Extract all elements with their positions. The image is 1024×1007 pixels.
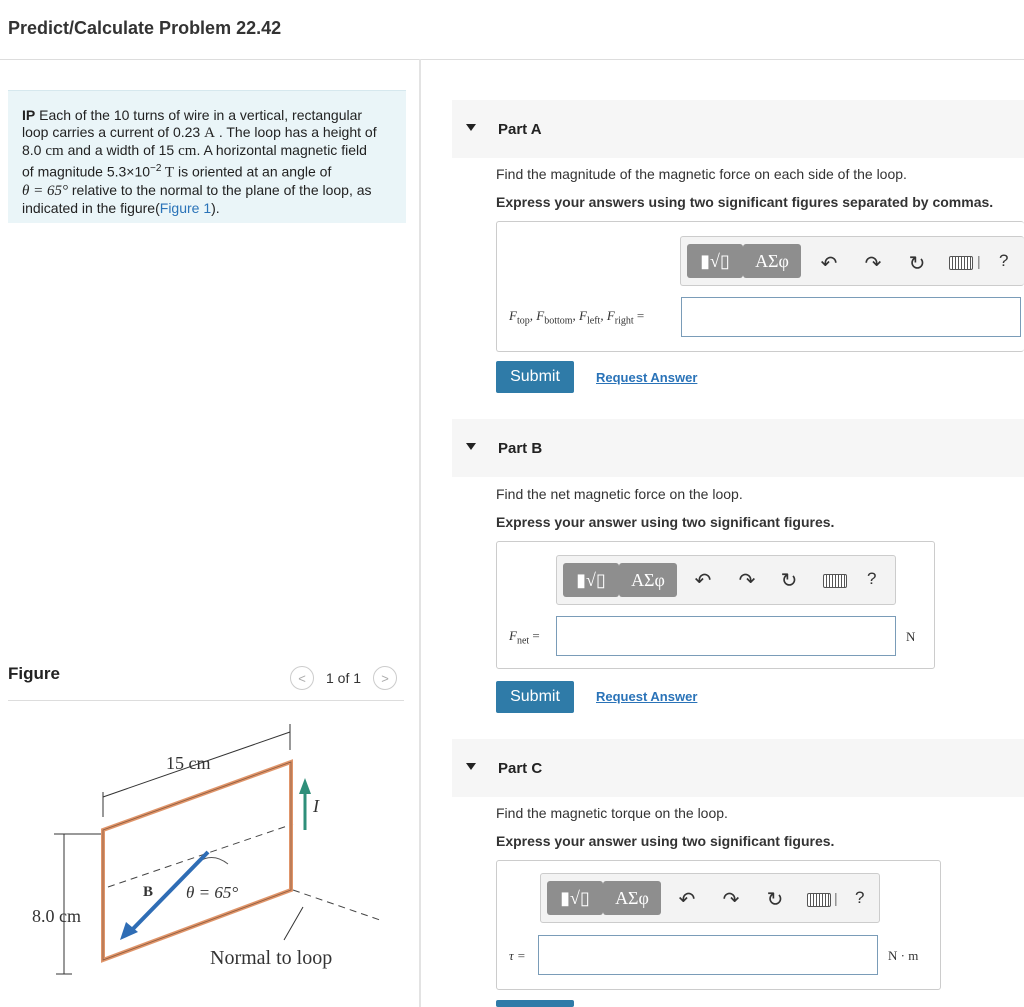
width-unit: cm [178,143,197,159]
var-f-bottom: F [536,308,545,323]
collapse-arrow-icon[interactable] [466,124,476,131]
part-c-variable-label: τ = [509,948,526,963]
part-b-request-answer-link[interactable]: Request Answer [596,689,698,704]
part-a-answer-input[interactable] [681,297,1021,337]
problem-text-3: and a width of 15 [63,142,179,158]
figure-link[interactable]: Figure 1 [159,199,212,216]
part-c-express: Express your answer using two significant figures. [496,833,835,849]
problem-text-4: is oriented at an angle of [174,163,332,180]
problem-statement [8,90,406,223]
part-b-express: Express your answer using two significant figures. [496,514,835,530]
problem-line-4 [22,160,392,182]
sub-left: left [586,315,601,327]
normal-dashed-line [293,890,380,920]
field-unit: T [161,164,175,181]
angle-label: θ = 65° [186,883,239,902]
column-divider [419,59,421,1007]
part-b-variable-label [509,628,540,647]
problem-line-3 [22,142,392,160]
part-a-title: Part A [498,120,542,138]
next-figure-button[interactable]: > [373,666,397,690]
part-c-answer-input[interactable] [538,935,878,975]
part-c-instruction: Find the magnetic torque on the loop. [496,805,728,821]
sep-3: , [600,308,607,323]
height-value: 8.0 [22,142,46,158]
greek-button[interactable]: ΑΣφ [743,244,801,278]
part-a-header[interactable] [452,100,1024,158]
keyboard-icon[interactable] [807,893,831,907]
problem-text-3b: . A horizontal magnetic field [196,142,367,158]
part-a-toolbar [680,236,1024,286]
var-f-right: F [606,308,615,323]
part-b-submit-button[interactable]: Submit [496,681,574,713]
var-f-net: F [509,628,517,643]
template-button[interactable]: ▮√▯ [547,881,603,915]
sep-1: , [529,308,537,323]
part-c-header[interactable] [452,739,1024,797]
undo-icon[interactable]: ↶ [694,569,712,592]
part-c-title: Part C [498,759,543,777]
sub-bottom: bottom [544,315,573,327]
current-unit: A [204,125,215,141]
width-label: 15 cm [166,753,211,773]
redo-icon[interactable]: ↷ [722,888,740,911]
page-title: Predict/Calculate Problem 22.42 [8,18,282,38]
field-label: B [143,884,154,900]
keyboard-icon[interactable] [823,574,847,588]
reset-icon[interactable]: ↻ [908,252,926,275]
part-a-variable-label [509,308,644,327]
greek-button[interactable]: ΑΣφ [619,563,677,597]
angle-equation: θ = 65° [22,182,68,199]
help-icon[interactable]: ? [855,888,865,907]
figure-count: 1 of 1 [326,670,362,686]
reset-icon[interactable]: ↻ [766,888,784,911]
problem-line-2 [22,124,392,142]
sub-net: net [516,635,530,647]
reset-icon[interactable]: ↻ [780,569,798,592]
keyboard-icon[interactable] [949,256,973,270]
undo-icon[interactable]: ↶ [820,252,838,275]
current-label: I [313,796,319,816]
problem-text-5: relative to the normal to the plane of the loop, as [68,181,372,198]
figure-pager [290,666,397,690]
part-a-request-answer-link[interactable]: Request Answer [596,370,698,385]
height-label: 8.0 cm [32,906,81,926]
var-f-top: F [509,308,517,323]
redo-icon[interactable]: ↷ [738,569,756,592]
problem-text-2a: loop carries a current of 0.23 [22,124,205,140]
part-b-toolbar [556,555,896,605]
height-unit: cm [45,143,64,159]
sep-2: , [572,308,580,323]
collapse-arrow-icon[interactable] [466,443,476,450]
normal-pointer-line [284,907,303,940]
help-icon[interactable]: ? [999,251,1009,270]
problem-text-2b: . The loop has a height of [214,124,377,140]
figure-divider [8,700,404,701]
redo-icon[interactable]: ↷ [864,252,882,275]
part-b-instruction: Find the net magnetic force on the loop. [496,486,743,502]
template-button[interactable]: ▮√▯ [687,244,743,278]
var-f-left: F [579,308,587,323]
equals-a: = [633,308,645,323]
header-divider [0,59,1024,60]
normal-label: Normal to loop [210,947,333,969]
problem-line-5 [22,182,392,200]
keyboard-separator: | [834,890,838,906]
template-button[interactable]: ▮√▯ [563,563,619,597]
figure-heading: Figure [8,664,60,683]
part-a-submit-button[interactable]: Submit [496,361,574,393]
help-icon[interactable]: ? [867,569,877,588]
keyboard-separator: | [977,253,981,269]
sub-right: right [614,315,634,327]
problem-line-6 [22,200,392,217]
part-c-unit: N · m [888,948,919,963]
greek-button[interactable]: ΑΣφ [603,881,661,915]
part-b-title: Part B [498,439,543,457]
plane-dashed-line [108,824,293,887]
field-value: of magnitude 5.3×10 [22,163,151,180]
ip-tag: IP [22,107,36,123]
current-arrow-head [299,778,311,794]
problem-text-6b: ). [211,199,220,216]
part-c-submit-button[interactable] [496,1000,574,1007]
part-c-toolbar [540,873,880,923]
part-b-header[interactable] [452,419,1024,477]
sub-top: top [516,315,530,327]
part-a-instruction: Find the magnitude of the magnetic force on each side of the loop. [496,166,907,182]
problem-text-6: indicated in the figure( [22,199,160,216]
field-exponent: −2 [150,163,162,174]
part-b-unit: N [906,629,916,644]
problem-line-1 [22,107,392,124]
part-a-express: Express your answers using two significant figures separated by commas. [496,194,994,210]
problem-text-1: Each of the 10 turns of wire in a vertical, rectangular [35,107,363,123]
undo-icon[interactable]: ↶ [678,888,696,911]
collapse-arrow-icon[interactable] [466,763,476,770]
prev-figure-button[interactable]: < [290,666,314,690]
equals-b: = [529,628,540,643]
part-b-answer-input[interactable] [556,616,896,656]
loop-figure [8,712,404,1007]
